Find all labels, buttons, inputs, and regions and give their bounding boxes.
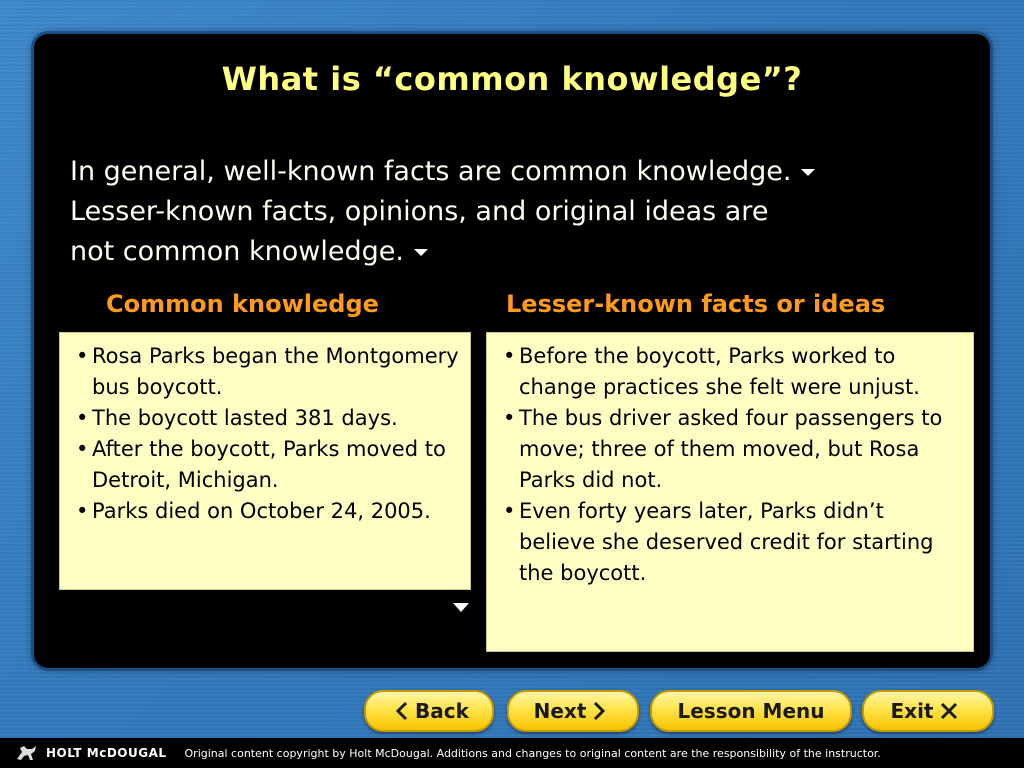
triangle-down-icon[interactable] xyxy=(453,603,469,612)
list-item: • Rosa Parks began the Montgomery bus boycott. xyxy=(66,341,462,403)
intro-line-3 xyxy=(70,232,950,272)
lesser-known-box xyxy=(486,332,974,652)
list-item: • After the boycott, Parks moved to Detroit, Michigan. xyxy=(66,434,462,496)
exit-label: Exit xyxy=(890,699,934,723)
brand-name: HOLT McDOUGAL xyxy=(46,746,167,760)
exit-button[interactable] xyxy=(862,690,994,732)
footer-bar xyxy=(0,738,1024,768)
list-item: • The boycott lasted 381 days. xyxy=(66,403,462,434)
common-knowledge-list xyxy=(66,341,462,527)
intro-text xyxy=(70,152,950,272)
lesson-menu-label: Lesson Menu xyxy=(677,699,825,723)
close-icon xyxy=(939,701,959,721)
next-label: Next xyxy=(533,699,587,723)
right-column-heading: Lesser-known facts or ideas xyxy=(506,290,886,318)
intro-line-1-text: In general, well-known facts are common knowledge. xyxy=(70,156,792,187)
slide-title: What is “common knowledge”? xyxy=(221,60,803,98)
common-knowledge-box xyxy=(59,332,471,590)
horse-logo-icon xyxy=(14,743,40,763)
intro-line-1 xyxy=(70,152,950,192)
next-button[interactable] xyxy=(507,690,639,732)
lesson-menu-button[interactable] xyxy=(650,690,852,732)
chevron-left-icon xyxy=(395,701,409,721)
triangle-down-icon[interactable] xyxy=(414,249,428,256)
back-button[interactable] xyxy=(364,690,494,732)
lesser-known-list xyxy=(493,341,965,589)
intro-line-2: Lesser-known facts, opinions, and original ideas are xyxy=(70,196,769,227)
chevron-right-icon xyxy=(592,701,606,721)
list-item: • Parks died on October 24, 2005. xyxy=(66,496,462,527)
back-label: Back xyxy=(415,699,469,723)
list-item: • Before the boycott, Parks worked to change practices she felt were unjust. xyxy=(493,341,965,403)
triangle-down-icon[interactable] xyxy=(801,169,815,176)
intro-line-3-text: not common knowledge. xyxy=(70,236,404,267)
list-item: • The bus driver asked four passengers to move; three of them moved, but Rosa Parks did not. xyxy=(493,403,965,496)
left-column-heading: Common knowledge xyxy=(106,290,379,318)
copyright-notice: Original content copyright by Holt McDougal. Additions and changes to original content are the responsibility of the instructor. xyxy=(184,746,881,760)
list-item: • Even forty years later, Parks didn’t believe she deserved credit for starting the boycott. xyxy=(493,496,965,589)
